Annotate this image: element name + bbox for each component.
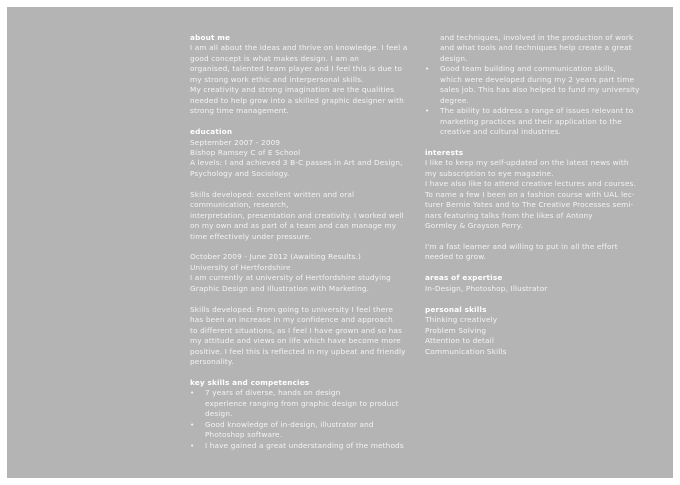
university-line: I am currently at university of Hertfordshire studying [190,273,391,283]
skills-line: positive. I feel this is reflected in my upbeat and friendly [190,346,406,356]
university-block [190,252,418,294]
interests-heading: interests [425,147,464,157]
list-item: Problem Solving [425,325,487,335]
about-line: organised, talented team player and I feel this is due to [190,64,403,74]
school-skills-block [190,190,418,242]
school-line: Bishop Ramsey C of E School [190,147,301,157]
list-item: • The ability to address a range of issues relevant to marketing practices and their application to the creative and cultural industries. [425,106,653,137]
list-item: Attention to detail [425,336,494,346]
about-line: good concept is what makes design. I am an [190,53,360,63]
skills-line: personality. [190,356,234,366]
expertise-heading: areas of expertise [425,273,503,283]
skills-line: Skills developed: excellent written and oral [190,189,355,199]
skills-line: communication, research, [190,200,289,210]
list-item: Communication Skills [425,346,507,356]
school-block [190,138,418,180]
list-item: • Good knowledge of in-design, illustrator and Photoshop software. [190,420,418,441]
list-item: • 7 years of diverse, hands on design experience ranging from graphic design to product design. [190,388,418,419]
skills-line: Skills developed: From going to university I feel there [190,304,394,314]
university-skills-block [190,305,418,368]
skills-line: time effectively under pressure. [190,231,312,241]
about-line: My creativity and strong imagination are the qualities [190,85,395,95]
about-line: needed to help grow into a skilled graphic designer with [190,95,404,105]
skills-line: to different situations, as I feel I have grown and so has [190,325,403,335]
about-line: strong time management. [190,106,289,116]
personal-skills-heading: personal skills [425,304,487,314]
school-line: Psychology and Sociology. [190,168,290,178]
list-item: • Good team building and communication skills, which were developed during my 2 years part time sales job. This has also helped to fund my university degree. [425,64,653,106]
personal-skills-list [425,315,653,357]
right-column [425,33,653,357]
about-heading: about me [190,33,231,42]
skills-line: has been an increase in my confidence and approach [190,315,393,325]
school-line: A levels: I and achieved 3 B-C passes in Art and Design, [190,158,403,168]
key-skills-list [190,388,418,451]
school-line: September 2007 - 2009 [190,137,281,147]
interests-closing: I'm a fast learner and willing to put in all the effort needed to grow. [425,242,618,262]
key-skills-list-continued [425,64,653,137]
expertise-text: In-Design, Photoshop, Illustrator [425,283,548,293]
list-item: Thinking creatively [425,315,498,325]
skills-line: on my own and as part of a team and can manage my [190,221,397,231]
university-line: Graphic Design and Illustration with Marketing. [190,283,370,293]
about-line: I am all about the ideas and thrive on knowledge. I feel a [190,43,408,53]
cv-page [7,7,673,478]
skills-line: my attitude and views on life which have become more [190,336,401,346]
interests-text: I like to keep my self-updated on the latest news with my subscription to eye magazine. I have also like to attend creative lectures and courses. To name a few I been on a fashion course with UAL lec- turer Bernie Yates and to The Creative Processes semi- nars featuring talks from the likes of Antony Gormley & Grayson Perry. [425,158,636,231]
list-item: • I have gained a great understanding of the methods [190,441,418,451]
left-column [190,33,418,451]
about-line: my strong work ethic and interpersonal skills. [190,74,364,84]
education-heading: education [190,127,233,137]
key-skills-continuation: and techniques, involved in the production of work and what tools and techniques help create a great design. [440,33,634,63]
skills-line: interpretation, presentation and creativity. I worked well [190,210,404,220]
university-line: October 2009 - June 2012 (Awaiting Results.) [190,252,362,262]
key-skills-heading: key skills and competencies [190,377,310,387]
about-text [190,43,418,116]
university-line: University of Hertfordshire [190,262,291,272]
